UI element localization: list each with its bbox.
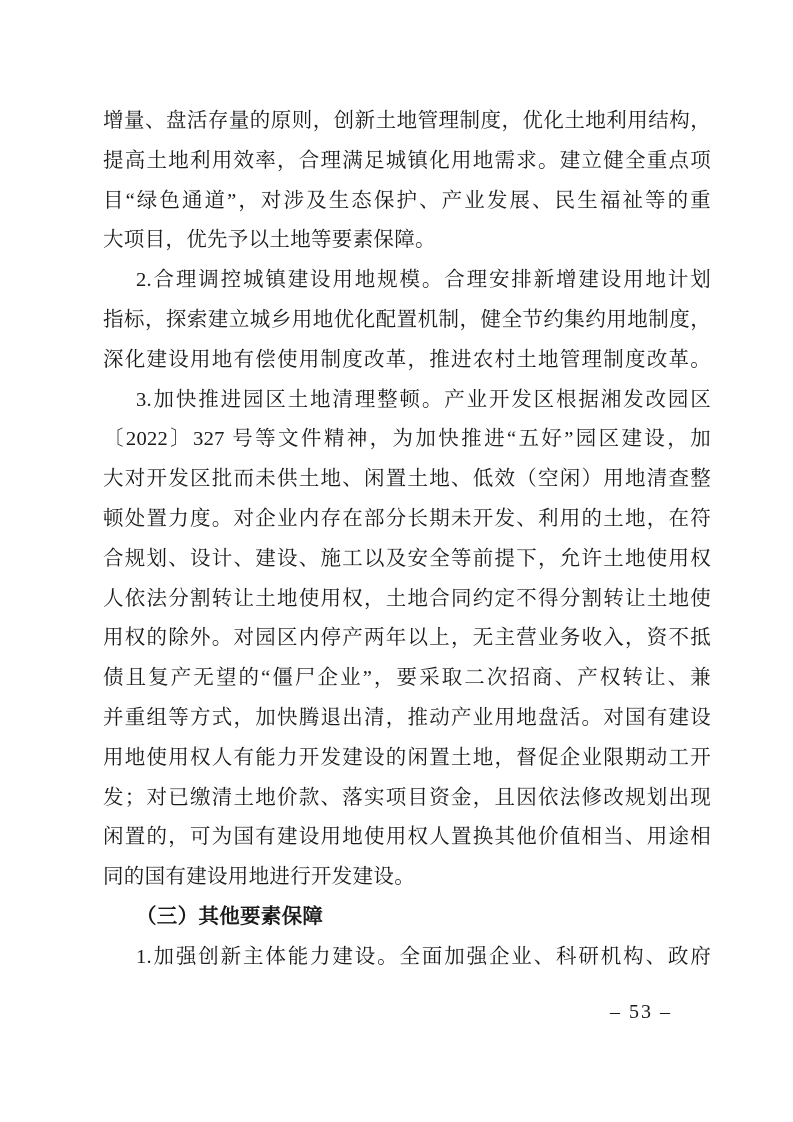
text-line: 深化建设用地有偿使用制度改革，推进农村土地管理制度改革。: [103, 348, 711, 371]
text-line: 提高土地利用效率，合理满足城镇化用地需求。建立健全重点项: [103, 149, 711, 172]
text-line: 用地使用权人有能力开发建设的闲置土地，督促企业限期动工开: [103, 746, 711, 769]
text-line: 大项目，优先予以土地等要素保障。: [103, 229, 436, 252]
text-line: 同的国有建设用地进行开发建设。: [103, 866, 415, 889]
document-text-block: [103, 102, 711, 978]
text-line: 人依法分割转让土地使用权，土地合同约定不得分割转让土地使: [103, 587, 711, 610]
text-line: 〔2022〕327 号等文件精神，为加快推进“五好”园区建设，加: [103, 428, 711, 451]
text-line: 用权的除外。对园区内停产两年以上，无主营业务收入，资不抵: [103, 627, 711, 650]
page-number: – 53 –: [610, 1001, 672, 1023]
text-line: 债且复产无望的“僵尸企业”，要采取二次招商、产权转让、兼: [103, 667, 711, 690]
text-line: 3.加快推进园区土地清理整顿。产业开发区根据湘发改园区: [136, 388, 711, 411]
text-line: 2.合理调控城镇建设用地规模。合理安排新增建设用地计划: [136, 269, 711, 292]
text-line: 并重组等方式，加快腾退出清，推动产业用地盘活。对国有建设: [103, 706, 711, 729]
section-heading: （三）其他要素保障: [136, 905, 324, 928]
text-line: 合规划、设计、建设、施工以及安全等前提下，允许土地使用权: [103, 547, 711, 570]
text-line: 目“绿色通道”，对涉及生态保护、产业发展、民生福祉等的重: [103, 189, 711, 212]
text-line: 大对开发区批而未供土地、闲置土地、低效（空闲）用地清查整: [103, 468, 711, 491]
text-line: 指标，探索建立城乡用地优化配置机制，健全节约集约用地制度，: [103, 308, 711, 331]
text-line: 1.加强创新主体能力建设。全面加强企业、科研机构、政府: [136, 945, 711, 968]
text-line: 发；对已缴清土地价款、落实项目资金，且因依法修改规划出现: [103, 786, 711, 809]
text-line: 顿处置力度。对企业内存在部分长期未开发、利用的土地，在符: [103, 507, 711, 530]
text-line: 增量、盘活存量的原则，创新土地管理制度，优化土地利用结构，: [103, 110, 711, 132]
text-line: 闲置的，可为国有建设用地使用权人置换其他价值相当、用途相: [103, 826, 711, 849]
